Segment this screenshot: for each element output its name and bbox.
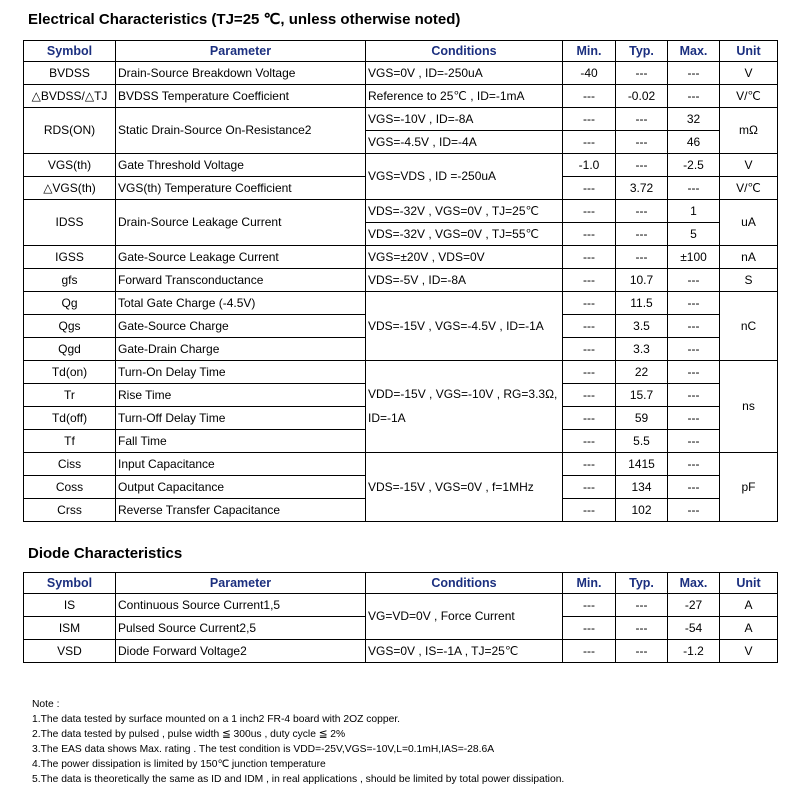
max-cell: --- [668, 407, 720, 430]
max-cell: --- [668, 499, 720, 522]
typ-cell: 15.7 [616, 384, 668, 407]
unit-cell: V [720, 62, 778, 85]
parameter-cell: Diode Forward Voltage2 [116, 640, 366, 663]
header-row [24, 41, 778, 62]
typ-cell: --- [616, 223, 668, 246]
typ-cell: 134 [616, 476, 668, 499]
parameter-cell: Gate Threshold Voltage [116, 154, 366, 177]
min-cell: --- [563, 246, 616, 269]
typ-cell: --- [616, 154, 668, 177]
unit-cell: nA [720, 246, 778, 269]
note-4: 4.The power dissipation is limited by 150℃ junction temperature [32, 759, 326, 770]
symbol-cell: Ciss [24, 453, 116, 476]
typ-cell: 3.5 [616, 315, 668, 338]
typ-cell: 5.5 [616, 430, 668, 453]
max-cell: --- [668, 292, 720, 315]
typ-cell: --- [616, 62, 668, 85]
conditions-cell: VDS=-5V , ID=-8A [366, 269, 563, 292]
conditions-cell: VDS=-32V , VGS=0V , TJ=25℃ [366, 200, 563, 223]
symbol-cell: IS [24, 594, 116, 617]
typ-cell: --- [616, 108, 668, 131]
symbol-cell: △BVDSS/△TJ [24, 85, 116, 108]
typ-cell: -0.02 [616, 85, 668, 108]
min-cell: --- [563, 315, 616, 338]
typ-cell: --- [616, 131, 668, 154]
min-cell: --- [563, 131, 616, 154]
unit-cell: V [720, 154, 778, 177]
min-cell: --- [563, 476, 616, 499]
header-row [24, 573, 778, 594]
conditions-cell: VG=VD=0V , Force Current [366, 594, 563, 640]
unit-cell: A [720, 617, 778, 640]
parameter-cell: Gate-Source Leakage Current [116, 246, 366, 269]
min-cell: --- [563, 269, 616, 292]
symbol-cell: ISM [24, 617, 116, 640]
symbol-cell: Tr [24, 384, 116, 407]
unit-cell: uA [720, 200, 778, 246]
conditions-cell: VDS=-15V , VGS=-4.5V , ID=-1A [366, 292, 563, 361]
min-cell: --- [563, 361, 616, 384]
typ-cell: 11.5 [616, 292, 668, 315]
max-cell: -54 [668, 617, 720, 640]
max-cell: --- [668, 85, 720, 108]
unit-cell: ns [720, 361, 778, 453]
header-max: Max. [668, 573, 720, 594]
min-cell: --- [563, 292, 616, 315]
conditions-cell: VGS=0V , IS=-1A , TJ=25℃ [366, 640, 563, 663]
symbol-cell: Tf [24, 430, 116, 453]
unit-cell: V [720, 640, 778, 663]
note-1: 1.The data tested by surface mounted on a 1 inch2 FR-4 board with 2OZ copper. [32, 714, 401, 725]
electrical-characteristics-title: Electrical Characteristics (TJ=25 ℃, unless otherwise noted) [28, 11, 461, 28]
header-typ: Typ. [616, 573, 668, 594]
max-cell: -2.5 [668, 154, 720, 177]
notes-section [32, 697, 564, 787]
max-cell: --- [668, 361, 720, 384]
unit-cell: A [720, 594, 778, 617]
typ-cell: --- [616, 594, 668, 617]
table-row [24, 85, 778, 108]
symbol-cell: VSD [24, 640, 116, 663]
min-cell: -1.0 [563, 154, 616, 177]
parameter-cell: VGS(th) Temperature Coefficient [116, 177, 366, 200]
unit-cell: mΩ [720, 108, 778, 154]
symbol-cell: IGSS [24, 246, 116, 269]
header-parameter: Parameter [116, 573, 366, 594]
min-cell: --- [563, 338, 616, 361]
max-cell: --- [668, 269, 720, 292]
header-max: Max. [668, 41, 720, 62]
typ-cell: --- [616, 200, 668, 223]
typ-cell: --- [616, 246, 668, 269]
symbol-cell: Qgd [24, 338, 116, 361]
min-cell: --- [563, 177, 616, 200]
min-cell: --- [563, 453, 616, 476]
typ-cell: 102 [616, 499, 668, 522]
header-symbol: Symbol [24, 41, 116, 62]
table-row [24, 594, 778, 617]
min-cell: --- [563, 640, 616, 663]
symbol-cell: Td(on) [24, 361, 116, 384]
typ-cell: --- [616, 640, 668, 663]
header-unit: Unit [720, 573, 778, 594]
note-3: 3.The EAS data shows Max. rating . The test condition is VDD=-25V,VGS=-10V,L=0.1mH,IAS=-28.6A [32, 744, 495, 755]
conditions-cell: VGS=±20V , VDS=0V [366, 246, 563, 269]
symbol-cell: △VGS(th) [24, 177, 116, 200]
max-cell: --- [668, 453, 720, 476]
parameter-cell: Static Drain-Source On-Resistance2 [116, 108, 366, 154]
max-cell: 5 [668, 223, 720, 246]
min-cell: --- [563, 200, 616, 223]
unit-cell: V/℃ [720, 85, 778, 108]
header-min: Min. [563, 41, 616, 62]
parameter-cell: Gate-Source Charge [116, 315, 366, 338]
max-cell: ±100 [668, 246, 720, 269]
typ-cell: 1415 [616, 453, 668, 476]
max-cell: --- [668, 384, 720, 407]
min-cell: --- [563, 85, 616, 108]
conditions-cell: VDS=-15V , VGS=0V , f=1MHz [366, 453, 563, 522]
unit-cell: nC [720, 292, 778, 361]
parameter-cell: Rise Time [116, 384, 366, 407]
conditions-cell [366, 361, 563, 453]
parameter-cell: Continuous Source Current1,5 [116, 594, 366, 617]
parameter-cell: BVDSS Temperature Coefficient [116, 85, 366, 108]
conditions-line: VDD=-15V , VGS=-10V , RG=3.3Ω, [368, 387, 558, 401]
max-cell: --- [668, 476, 720, 499]
symbol-cell: gfs [24, 269, 116, 292]
diode-characteristics-title: Diode Characteristics [28, 545, 183, 562]
conditions-cell: VDS=-32V , VGS=0V , TJ=55℃ [366, 223, 563, 246]
symbol-cell: VGS(th) [24, 154, 116, 177]
min-cell: --- [563, 384, 616, 407]
max-cell: --- [668, 430, 720, 453]
max-cell: --- [668, 315, 720, 338]
parameter-cell: Gate-Drain Charge [116, 338, 366, 361]
electrical-characteristics-table [23, 40, 778, 522]
max-cell: --- [668, 177, 720, 200]
parameter-cell: Reverse Transfer Capacitance [116, 499, 366, 522]
max-cell: -27 [668, 594, 720, 617]
symbol-cell: Coss [24, 476, 116, 499]
parameter-cell: Turn-Off Delay Time [116, 407, 366, 430]
symbol-cell: Crss [24, 499, 116, 522]
diode-characteristics-table [23, 572, 778, 663]
min-cell: --- [563, 594, 616, 617]
table-row [24, 361, 778, 384]
table-row [24, 640, 778, 663]
note-2: 2.The data tested by pulsed , pulse width ≦ 300us , duty cycle ≦ 2% [32, 729, 346, 740]
parameter-cell: Drain-Source Breakdown Voltage [116, 62, 366, 85]
notes-heading: Note : [32, 699, 60, 710]
parameter-cell: Output Capacitance [116, 476, 366, 499]
table-row [24, 62, 778, 85]
min-cell: --- [563, 108, 616, 131]
table-row [24, 246, 778, 269]
header-typ: Typ. [616, 41, 668, 62]
unit-cell: S [720, 269, 778, 292]
parameter-cell: Fall Time [116, 430, 366, 453]
symbol-cell: Td(off) [24, 407, 116, 430]
typ-cell: --- [616, 617, 668, 640]
min-cell: --- [563, 407, 616, 430]
parameter-cell: Drain-Source Leakage Current [116, 200, 366, 246]
min-cell: -40 [563, 62, 616, 85]
max-cell: --- [668, 338, 720, 361]
typ-cell: 3.72 [616, 177, 668, 200]
parameter-cell: Forward Transconductance [116, 269, 366, 292]
typ-cell: 3.3 [616, 338, 668, 361]
typ-cell: 22 [616, 361, 668, 384]
typ-cell: 10.7 [616, 269, 668, 292]
max-cell: 1 [668, 200, 720, 223]
min-cell: --- [563, 430, 616, 453]
min-cell: --- [563, 499, 616, 522]
typ-cell: 59 [616, 407, 668, 430]
parameter-cell: Turn-On Delay Time [116, 361, 366, 384]
table-row [24, 154, 778, 177]
symbol-cell: IDSS [24, 200, 116, 246]
symbol-cell: BVDSS [24, 62, 116, 85]
conditions-cell: VGS=-4.5V , ID=-4A [366, 131, 563, 154]
min-cell: --- [563, 617, 616, 640]
conditions-cell: Reference to 25℃ , ID=-1mA [366, 85, 563, 108]
max-cell: 32 [668, 108, 720, 131]
conditions-line: ID=-1A [368, 411, 406, 425]
header-min: Min. [563, 573, 616, 594]
header-unit: Unit [720, 41, 778, 62]
header-symbol: Symbol [24, 573, 116, 594]
unit-cell: pF [720, 453, 778, 522]
parameter-cell: Input Capacitance [116, 453, 366, 476]
header-parameter: Parameter [116, 41, 366, 62]
unit-cell: V/℃ [720, 177, 778, 200]
table-row [24, 453, 778, 476]
conditions-cell: VGS=0V , ID=-250uA [366, 62, 563, 85]
table-row [24, 200, 778, 223]
min-cell: --- [563, 223, 616, 246]
max-cell: -1.2 [668, 640, 720, 663]
max-cell: --- [668, 62, 720, 85]
note-5: 5.The data is theoretically the same as ID and IDM , in real applications , should be limited by total power dissipation. [32, 774, 565, 785]
parameter-cell: Total Gate Charge (-4.5V) [116, 292, 366, 315]
table-row [24, 108, 778, 131]
header-conditions: Conditions [366, 41, 563, 62]
conditions-cell: VGS=-10V , ID=-8A [366, 108, 563, 131]
table-row [24, 292, 778, 315]
parameter-cell: Pulsed Source Current2,5 [116, 617, 366, 640]
max-cell: 46 [668, 131, 720, 154]
header-conditions: Conditions [366, 573, 563, 594]
symbol-cell: Qg [24, 292, 116, 315]
symbol-cell: RDS(ON) [24, 108, 116, 154]
conditions-cell: VGS=VDS , ID =-250uA [366, 154, 563, 200]
symbol-cell: Qgs [24, 315, 116, 338]
table-row [24, 269, 778, 292]
